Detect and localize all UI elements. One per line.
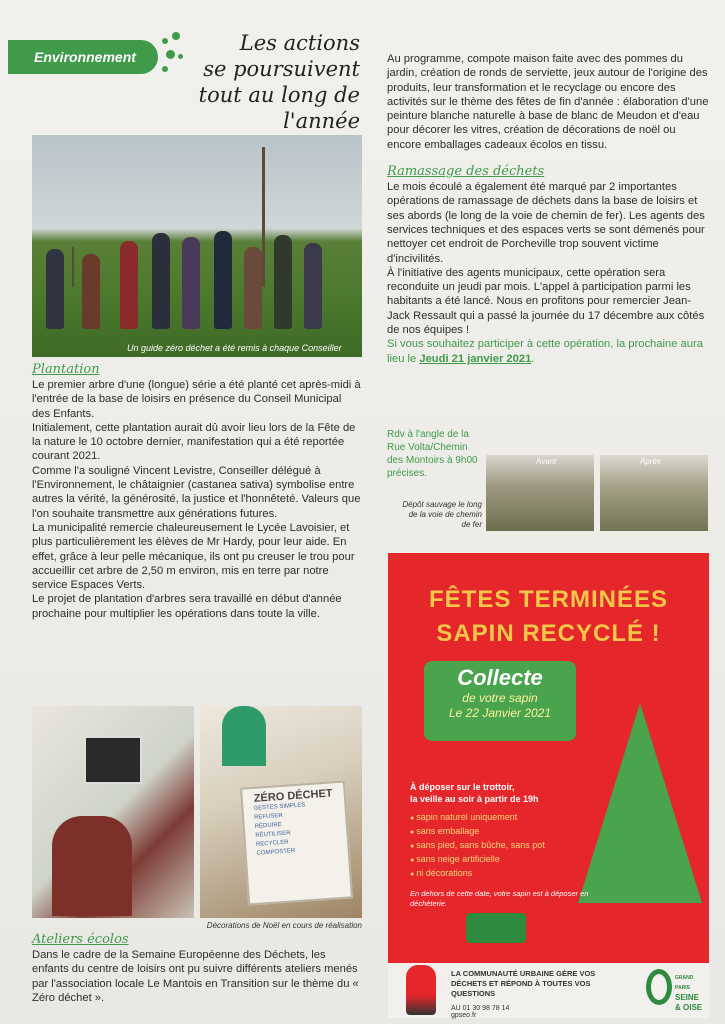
before-after-photos xyxy=(486,455,708,531)
zero-waste-sign: ZÉRO DÉCHET GESTES SIMPLES REFUSER RÉDUIRE RÉUTILISER RECYCLER COMPOSTER xyxy=(240,780,353,905)
next-operation: Si vous souhaitez participer à cette opération, la prochaine aura lieu le Jeudi 21 janvier 2021. xyxy=(387,338,703,365)
paragraph: Au programme, compote maison faite avec des pommes du jardin, création de ronds de serviette, jeux autour de l'origine des produits, leur transformation et le recyclage ou encore des activités sur le thème des fêtes de fin d'année : élaboration d'une peinture blanche naturelle à base de blanc de Meudon et d'eau pour décorer les vitres, création de décorations de noël ou encore emballages cadeaux écolos en tissu. xyxy=(387,53,709,151)
photo-caption: Dépôt sauvage le long de la voie de chemin de fer xyxy=(402,500,482,529)
next-date: Jeudi 21 janvier 2021 xyxy=(419,352,532,365)
ateliers-section xyxy=(32,932,362,1005)
section-tag: Environnement xyxy=(8,40,158,74)
photo-before: Avant xyxy=(486,455,594,531)
paragraph: Le projet de plantation d'arbres sera travaillé en début d'année prochaine pour multiplier les opérations dans toute la ville. xyxy=(32,593,342,620)
rule-item: ● sans neige artificielle xyxy=(410,853,590,867)
paragraph: Le premier arbre d'une (longue) série a été planté cet après-midi à l'entrée de la base de loisirs en présence du Conseil Municipal des Enfants. xyxy=(32,379,361,420)
paragraph: Le mois écoulé a également été marqué par 2 importantes opérations de ramassage de déchets dans la base de loisirs et ses abords (le long de la voie de chemin de fer). Les agents des services techniques et des espaces verts se sont démenés pour nettoyer cet endroit de Porcheville trop souvent victime d'incivilités. xyxy=(387,181,705,265)
mascot-icon xyxy=(406,965,436,1015)
paragraph: Initialement, cette plantation aurait dû avoir lieu lors de la Fête de la nature le 10 octobre dernier, manifestation qui a été reportée courant 2021. xyxy=(32,421,356,463)
section-title: Ateliers écolos xyxy=(32,932,129,947)
tree-recycling-poster xyxy=(388,553,709,963)
truck-icon xyxy=(466,913,526,943)
right-column xyxy=(387,52,709,366)
rule-item: ● sans emballage xyxy=(410,825,590,839)
photo-window-decorations xyxy=(32,706,194,918)
poster-title: FÊTES TERMINÉES SAPIN RECYCLÉ ! xyxy=(428,586,669,647)
paragraph: À l'initiative des agents municipaux, cette opération sera reconduite un jeudi par mois. L'appel à participation parmi les habitants a été lancé. Nous en profitons pour remercier Jean-Jack Ressault qui a passé la journée du 17 décembre aux côtés de nos équipes ! xyxy=(387,266,705,337)
rule-item: ● sans pied, sans bûche, sans pot xyxy=(410,839,590,853)
photo-tree-planting xyxy=(32,135,362,357)
photo-caption: Décorations de Noël en cours de réalisation xyxy=(206,921,362,930)
gpseo-logo-text: GRAND PARIS SEINE & OISE xyxy=(675,975,703,1012)
page-headline: Les actions se poursuivent tout au long de l'année xyxy=(198,31,360,133)
gpseo-logo-icon xyxy=(646,969,672,1005)
rdv-info: Rdv à l'angle de la Rue Volta/Chemin des Montoirs à 9h00 précises. xyxy=(387,429,478,479)
photo-caption: Un guide zéro déchet a été remis à chaque Conseiller xyxy=(127,343,342,353)
poster-footer: LA COMMUNAUTÉ URBAINE GÈRE VOS DÉCHETS ET RÉPOND À TOUTES VOS QUESTIONS AU 01 30 98 78 14 gpseo.fr GRAND PARIS SEINE & OISE xyxy=(388,963,709,1018)
christmas-tree-icon xyxy=(578,703,702,903)
rule-item: ● sapin naturel uniquement xyxy=(410,811,590,825)
plantation-section xyxy=(32,362,362,621)
section-title: Ramassage des déchets xyxy=(387,164,545,180)
rule-item: ● ni décorations xyxy=(410,867,590,881)
collecte-badge: Collecte de votre sapin Le 22 Janvier 2021 xyxy=(424,661,576,741)
paragraph: Comme l'a souligné Vincent Levistre, Conseiller délégué à l'Environnement, le châtaignier (castanea sativa) symbolise entre autres la vérité, la générosité, la justice et l'honnêteté. Valeurs que l'on souhaite transmettre aux générations futures. xyxy=(32,464,361,520)
section-title: Plantation xyxy=(32,362,100,377)
paragraph: Dans le cadre de la Semaine Européenne des Déchets, les enfants du centre de loisirs ont pu suivre différents ateliers menés par l'association locale Le Mantois en Transition sur le thème du « Zéro déchet ». xyxy=(32,949,359,1004)
photo-after: Après xyxy=(600,455,708,531)
decorative-dots xyxy=(160,32,190,80)
photo-zero-waste-sign xyxy=(200,706,362,918)
paragraph: La municipalité remercie chaleureusement le Lycée Lavoisier, et plus particulièrement les élèves de Mr Hardy, pour leur aide. En effet, grâce à leur pelle mécanique, ils ont pu creuser le trou pour accueillir cet arbre de 2,50 m environ, mis en terre par notre service Espaces Verts. xyxy=(32,521,355,592)
poster-info: À déposer sur le trottoir, la veille au soir à partir de 19h ● sapin naturel uniquement ● sans emballage ● sans pied, sans bûche, sans pot ● sans neige artificielle ● ni décorations En dehors de cette date, votre sapin est à déposer en déchèterie. xyxy=(410,781,590,909)
